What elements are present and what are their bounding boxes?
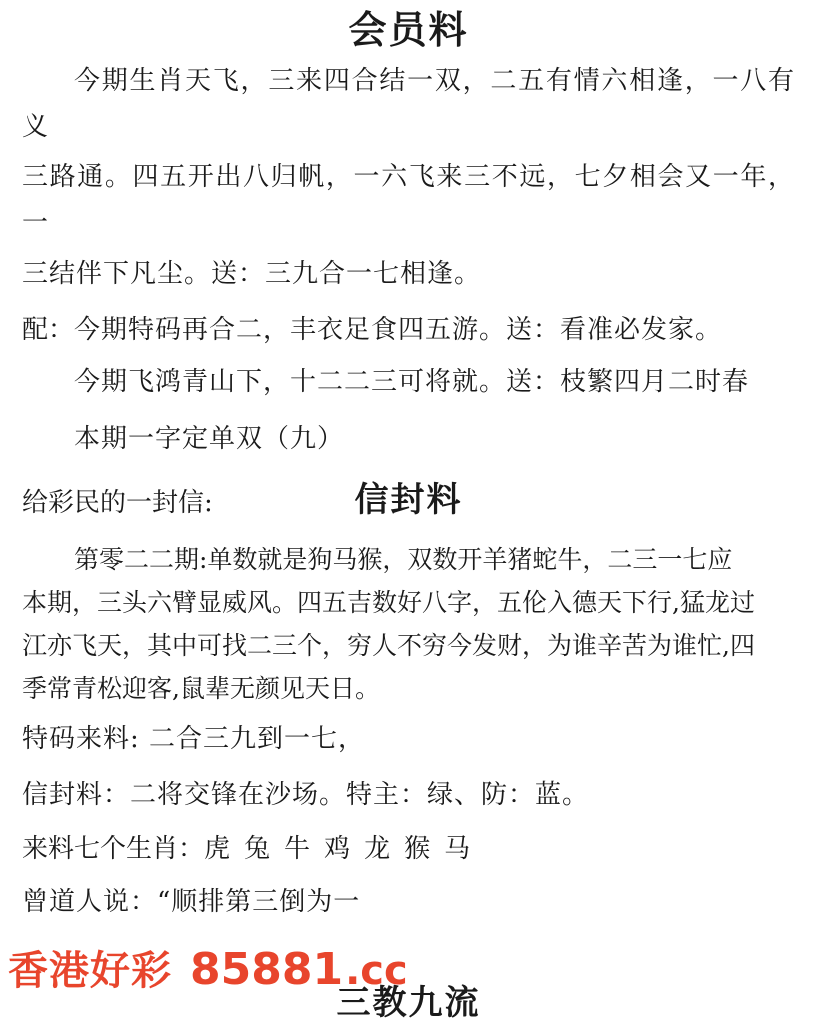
animal-item: 牛: [284, 834, 311, 865]
member-line-1: 今期生肖天飞，三来四合结一双，二五有情六相逢，一八有义: [22, 65, 795, 142]
animals-row: [22, 828, 795, 865]
bottom-title: 三教九流: [336, 983, 481, 1023]
envelope-body-line-2: 本期，三头六臂显威风。四五吉数好八字，五伦入德天下行,猛龙过: [22, 587, 755, 617]
pair-row: [22, 307, 795, 353]
envelope-body-line-4: 季常青松迎客,鼠辈无颜见天日。: [22, 673, 380, 703]
watermark-number: 85881: [190, 944, 344, 995]
watermark-brand: 香港好彩: [8, 948, 172, 994]
special-code-line: 特码来料: 二合三九到一七，: [22, 723, 366, 754]
animals-label: 来料七个生肖：: [22, 834, 205, 865]
member-line-3: 三结伴下凡尘。送：三九合一七相逢。: [22, 258, 482, 289]
envelope-title: 信封料: [354, 479, 463, 520]
animal-item: 龙: [364, 834, 391, 865]
letter-label: 给彩民的一封信:: [22, 487, 213, 518]
animal-item: 马: [444, 834, 471, 865]
pair-text: 今期特码再合二，丰衣足食四五游。送：看准必发家。: [74, 315, 723, 346]
envelope-body: [22, 538, 795, 710]
animal-item: 猴: [404, 834, 431, 865]
member-line-5: 本期一字定单双（九）: [74, 423, 345, 454]
spacer: [22, 865, 795, 879]
envelope-body-line-1: 第零二二期:单数就是狗马猴，双数开羊猪蛇牛，二三一七应: [74, 544, 733, 574]
animal-item: 兔: [244, 834, 271, 865]
pair-label: 配：: [22, 315, 75, 346]
page-title: 会员料: [348, 7, 469, 52]
spacer: [22, 524, 795, 538]
member-line-4: 今期飞鸿青山下，十二二三可将就。送：枝繁四月二时春: [74, 367, 750, 398]
envelope-body-line-3: 江亦飞天，其中可找二三个，穷人不穷今发财，为谁辛苦为谁忙,四: [22, 630, 755, 660]
watermark: [8, 939, 408, 996]
envelope-line: 信封料：二将交锋在沙场。特主：绿、防：蓝。: [22, 780, 590, 811]
animal-item: 虎: [204, 834, 231, 865]
animals-list: [204, 828, 484, 865]
member-section: [22, 58, 795, 462]
watermark-suffix: .cc: [345, 948, 408, 994]
animal-item: 鸡: [324, 834, 351, 865]
member-line-2: 三路通。四五开出八归帆，一六飞来三不远，七夕相会又一年，一: [22, 162, 795, 239]
envelope-header: [22, 472, 795, 524]
quote-line: 曾道人说：“顺排第三倒为一: [22, 887, 361, 918]
